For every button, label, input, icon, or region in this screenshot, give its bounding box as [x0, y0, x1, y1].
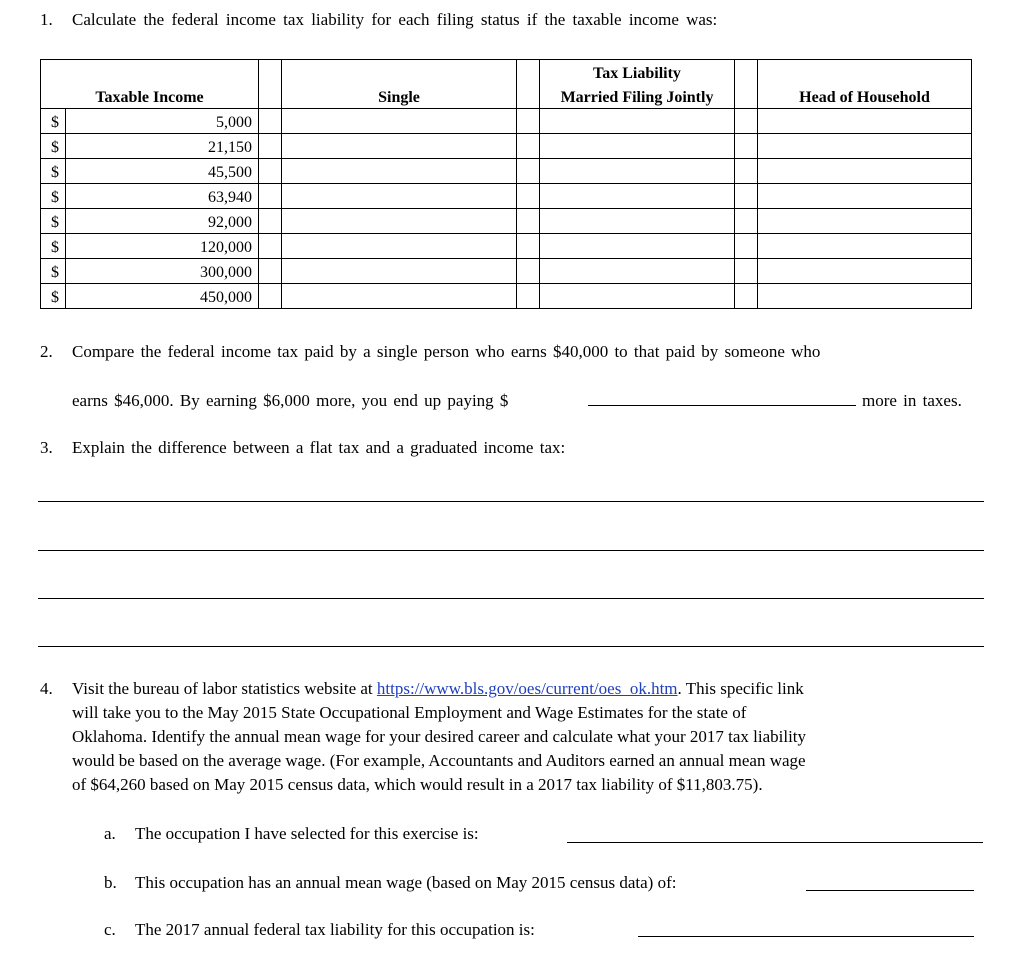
spacer-cell [517, 159, 540, 184]
q3-answer-line-2[interactable] [38, 550, 984, 551]
spacer-cell [259, 134, 282, 159]
taxable-income-value: 63,940 [66, 184, 259, 209]
currency-symbol: $ [41, 184, 66, 209]
head-of-household-answer-cell[interactable] [758, 234, 972, 259]
spacer-cell [735, 109, 758, 134]
single-answer-cell[interactable] [282, 134, 517, 159]
table-row [41, 234, 972, 259]
taxable-income-value: 450,000 [66, 284, 259, 309]
q4-number: 4. [40, 679, 53, 698]
q4-line1-pre: Visit the bureau of labor statistics website at [72, 679, 377, 698]
spacer-cell [259, 209, 282, 234]
q2-prompt-line2: earns $46,000. By earning $6,000 more, you end up paying $ [72, 391, 509, 410]
head-of-household-answer-cell[interactable] [758, 259, 972, 284]
q1-number: 1. [40, 10, 53, 29]
q4-line1-post: . This specific link [677, 679, 804, 698]
q4a-label: a. [104, 824, 116, 843]
head-of-household-header: Head of Household [758, 84, 972, 109]
q4b-answer-blank[interactable] [806, 890, 974, 891]
head-of-household-answer-cell[interactable] [758, 284, 972, 309]
currency-symbol: $ [41, 209, 66, 234]
single-answer-cell[interactable] [282, 184, 517, 209]
single-header: Single [282, 84, 517, 109]
married-filing-jointly-answer-cell[interactable] [540, 159, 735, 184]
married-filing-jointly-answer-cell[interactable] [540, 184, 735, 209]
currency-symbol: $ [41, 234, 66, 259]
q4a-prompt: The occupation I have selected for this exercise is: [135, 824, 479, 843]
single-answer-cell[interactable] [282, 284, 517, 309]
q2-prompt-line1: Compare the federal income tax paid by a single person who earns $40,000 to that paid by someone who [72, 342, 821, 361]
married-filing-jointly-answer-cell[interactable] [540, 234, 735, 259]
table-row [41, 284, 972, 309]
q4c-label: c. [104, 920, 116, 939]
spacer-cell [259, 234, 282, 259]
table-row [41, 259, 972, 284]
spacer-cell [735, 184, 758, 209]
table-row [41, 134, 972, 159]
tax-liability-table [40, 59, 972, 309]
tax-liability-header: Tax Liability [540, 60, 735, 85]
q3-number: 3. [40, 438, 53, 457]
spacer-cell [517, 109, 540, 134]
married-filing-jointly-answer-cell[interactable] [540, 284, 735, 309]
q1-prompt: Calculate the federal income tax liability for each filing status if the taxable income was: [72, 10, 718, 29]
married-filing-jointly-answer-cell[interactable] [540, 134, 735, 159]
q3-answer-line-1[interactable] [38, 501, 984, 502]
spacer-cell [517, 184, 540, 209]
head-of-household-answer-cell[interactable] [758, 159, 972, 184]
spacer-cell [259, 284, 282, 309]
taxable-income-value: 5,000 [66, 109, 259, 134]
q2-number: 2. [40, 342, 53, 361]
married-filing-jointly-header: Married Filing Jointly [540, 84, 735, 109]
married-filing-jointly-answer-cell[interactable] [540, 259, 735, 284]
spacer-cell [259, 109, 282, 134]
taxable-income-value: 45,500 [66, 159, 259, 184]
single-answer-cell[interactable] [282, 259, 517, 284]
q4c-answer-blank[interactable] [638, 936, 974, 937]
spacer-cell [517, 234, 540, 259]
head-of-household-answer-cell[interactable] [758, 184, 972, 209]
taxable-income-value: 120,000 [66, 234, 259, 259]
spacer-cell [735, 234, 758, 259]
spacer-cell [517, 209, 540, 234]
table-row [41, 109, 972, 134]
q4b-prompt: This occupation has an annual mean wage (based on May 2015 census data) of: [135, 873, 677, 892]
q4-line5: of $64,260 based on May 2015 census data, which would result in a 2017 tax liability of $11,803.75). [72, 775, 763, 794]
q4-line3: Oklahoma. Identify the annual mean wage for your desired career and calculate what your 2017 tax liability [72, 727, 807, 746]
single-answer-cell[interactable] [282, 159, 517, 184]
q3-answer-line-3[interactable] [38, 598, 984, 599]
taxable-income-value: 92,000 [66, 209, 259, 234]
spacer-cell [517, 134, 540, 159]
spacer-cell [735, 134, 758, 159]
q4-line2: will take you to the May 2015 State Occupational Employment and Wage Estimates for the state of [72, 703, 747, 722]
taxable-income-header: Taxable Income [41, 84, 259, 109]
q3-prompt: Explain the difference between a flat tax and a graduated income tax: [72, 438, 566, 457]
single-answer-cell[interactable] [282, 209, 517, 234]
q2-prompt-end: more in taxes. [862, 391, 962, 410]
currency-symbol: $ [41, 259, 66, 284]
q4-line4: would be based on the average wage. (For example, Accountants and Auditors earned an annual mean wage [72, 751, 806, 770]
taxable-income-value: 300,000 [66, 259, 259, 284]
married-filing-jointly-answer-cell[interactable] [540, 209, 735, 234]
q3-answer-line-4[interactable] [38, 646, 984, 647]
spacer-cell [517, 284, 540, 309]
spacer-cell [735, 284, 758, 309]
single-answer-cell[interactable] [282, 234, 517, 259]
q4-line1 [72, 679, 804, 699]
head-of-household-answer-cell[interactable] [758, 109, 972, 134]
spacer-cell [259, 259, 282, 284]
currency-symbol: $ [41, 134, 66, 159]
q4b-label: b. [104, 873, 117, 892]
married-filing-jointly-answer-cell[interactable] [540, 109, 735, 134]
spacer-cell [259, 184, 282, 209]
spacer-cell [735, 209, 758, 234]
taxable-income-value: 21,150 [66, 134, 259, 159]
table-row [41, 209, 972, 234]
spacer-cell [259, 159, 282, 184]
spacer-cell [517, 259, 540, 284]
spacer-cell [735, 259, 758, 284]
q2-answer-blank[interactable] [588, 405, 856, 406]
q4c-prompt: The 2017 annual federal tax liability for this occupation is: [135, 920, 535, 939]
single-answer-cell[interactable] [282, 109, 517, 134]
head-of-household-answer-cell[interactable] [758, 134, 972, 159]
spacer-cell [735, 159, 758, 184]
currency-symbol: $ [41, 159, 66, 184]
head-of-household-answer-cell[interactable] [758, 209, 972, 234]
bls-link[interactable]: https://www.bls.gov/oes/current/oes_ok.htm [376, 679, 678, 698]
currency-symbol: $ [41, 284, 66, 309]
q4a-answer-blank[interactable] [567, 842, 983, 843]
table-row [41, 184, 972, 209]
table-row [41, 159, 972, 184]
currency-symbol: $ [41, 109, 66, 134]
